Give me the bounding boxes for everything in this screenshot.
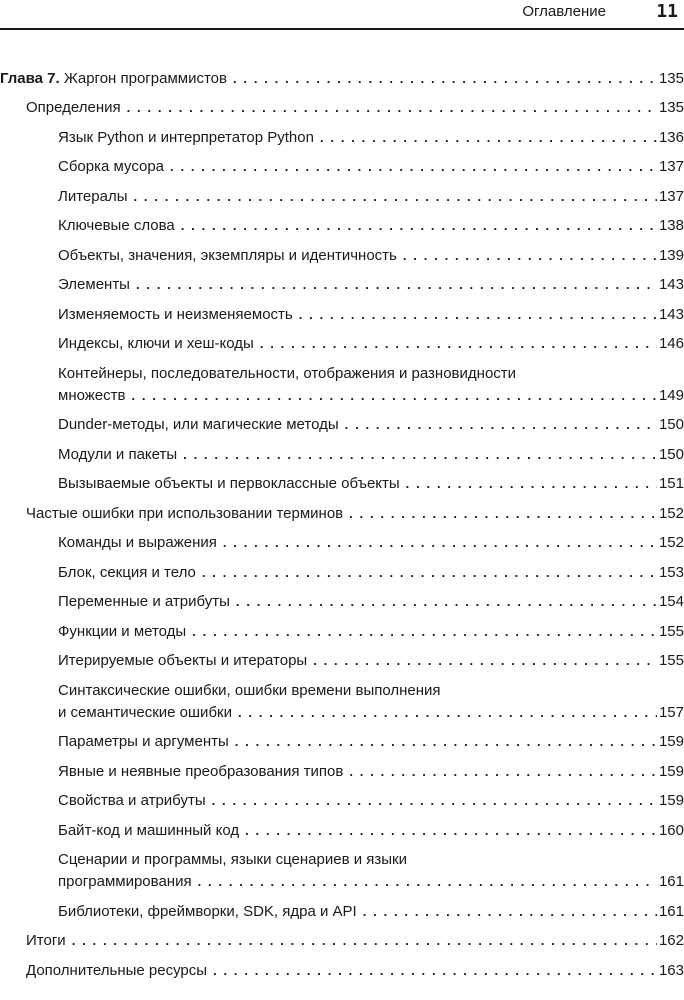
toc-item-title: Библиотеки, фреймворки, SDK, ядра и API: [58, 902, 357, 920]
toc-item-title: Байт-код и машинный код: [58, 821, 240, 839]
toc-item-title: Синтаксические ошибки, ошибки времени выполнения: [58, 681, 441, 699]
toc-page-number: 135: [658, 70, 684, 87]
toc-item[interactable]: [0, 562, 684, 584]
toc-page-number: 161: [658, 873, 684, 890]
toc-item-title: Литералы: [58, 187, 128, 205]
leader-dots: [198, 871, 657, 893]
toc-item-title: Dunder-методы, или магические методы: [58, 416, 339, 433]
leader-dots: [260, 333, 657, 355]
toc-item[interactable]: [0, 761, 684, 783]
leader-dots: [363, 901, 657, 923]
toc-item-title: Ключевые слова: [58, 217, 175, 234]
toc-item[interactable]: [0, 156, 684, 178]
toc-item-title: Переменные и атрибуты: [58, 593, 230, 610]
toc-item-title-continued: множеств: [58, 386, 126, 404]
toc-page-number: 152: [658, 504, 684, 522]
toc-chapter-7[interactable]: [0, 68, 684, 90]
toc-item-title: Итерируемые объекты и итераторы: [58, 652, 308, 669]
running-header-title: Оглавление: [522, 3, 606, 20]
toc-item-title: Сборка мусора: [58, 158, 165, 175]
toc-item-title: Параметры и аргументы: [58, 733, 229, 750]
toc-page-number: 159: [658, 762, 684, 780]
leader-dots: [202, 562, 657, 584]
toc-item[interactable]: [0, 591, 684, 613]
toc-item[interactable]: [0, 532, 684, 554]
chapter-label: Глава 7.: [0, 70, 60, 87]
toc-page-number: 163: [658, 961, 684, 979]
toc-item-title-continued: и семантические ошибки: [58, 703, 232, 721]
leader-dots: [132, 385, 657, 407]
leader-dots: [233, 68, 657, 90]
toc-item-title: Явные и неявные преобразования типов: [58, 762, 344, 780]
toc-item[interactable]: [0, 901, 684, 923]
toc-item-title: Модули и пакеты: [58, 445, 178, 463]
toc-page-number: 143: [658, 305, 684, 323]
toc-page-number: 154: [658, 593, 684, 610]
leader-dots: [213, 960, 657, 982]
toc-item[interactable]: [0, 304, 684, 326]
leader-dots: [236, 591, 657, 613]
toc-item[interactable]: [0, 849, 684, 893]
toc-page-number: 143: [658, 276, 684, 293]
toc-item-title: Дополнительные ресурсы: [26, 961, 208, 979]
toc-item-title: Изменяемость и неизменяемость: [58, 305, 293, 323]
leader-dots: [349, 503, 657, 525]
toc-page-number: 153: [658, 563, 684, 581]
toc-page-number: 137: [658, 187, 684, 205]
toc-page-number: 151: [658, 475, 684, 492]
toc-item[interactable]: [0, 621, 684, 643]
leader-dots: [406, 473, 657, 495]
toc-page-number: 162: [658, 932, 684, 949]
leader-dots: [134, 186, 657, 208]
toc-page-number: 157: [658, 703, 684, 721]
toc-item-title-continued: программирования: [58, 873, 192, 890]
leader-dots: [403, 245, 657, 267]
toc-item[interactable]: [0, 274, 684, 296]
leader-dots: [320, 127, 657, 149]
leader-dots: [170, 156, 657, 178]
toc-item[interactable]: [0, 333, 684, 355]
toc-page-number: 152: [658, 534, 684, 551]
leader-dots: [235, 731, 657, 753]
leader-dots: [349, 761, 657, 783]
toc-item[interactable]: [0, 444, 684, 466]
leader-dots: [183, 444, 657, 466]
toc-page-number: 146: [658, 335, 684, 352]
toc-page-number: 155: [658, 652, 684, 669]
toc-item-common-mistakes[interactable]: [0, 503, 684, 525]
toc-item[interactable]: [0, 245, 684, 267]
toc-page-number: 159: [658, 733, 684, 750]
toc-item-title: Команды и выражения: [58, 534, 217, 551]
header-rule: [0, 28, 684, 30]
toc-page-number: 139: [658, 246, 684, 264]
toc-item-title: Частые ошибки при использовании терминов: [26, 504, 344, 522]
toc-item-title: Блок, секция и тело: [58, 563, 196, 581]
toc-item[interactable]: [0, 186, 684, 208]
toc-item[interactable]: [0, 820, 684, 842]
leader-dots: [136, 274, 657, 296]
toc-page-number: 135: [658, 99, 684, 116]
leader-dots: [72, 930, 657, 952]
toc-page-number: 136: [658, 128, 684, 146]
toc-page-number: 161: [658, 902, 684, 920]
toc-page-number: 149: [658, 386, 684, 404]
chapter-title: Жаргон программистов: [63, 70, 227, 87]
toc-item-title: Сценарии и программы, языки сценариев и языки: [58, 851, 407, 868]
toc-item-title: Функции и методы: [58, 622, 187, 640]
leader-dots: [238, 702, 657, 724]
toc-item-title: Вызываемые объекты и первоклассные объекты: [58, 475, 400, 492]
page-header: [0, 0, 684, 30]
toc-item-definitions[interactable]: [0, 97, 684, 119]
toc-page-number: 150: [658, 445, 684, 463]
toc-item[interactable]: [0, 127, 684, 149]
toc-item[interactable]: [0, 790, 684, 812]
toc-item-title: Свойства и атрибуты: [58, 792, 206, 809]
toc-page-number: 160: [658, 821, 684, 839]
toc-page-number: 155: [658, 622, 684, 640]
toc-item[interactable]: [0, 650, 684, 672]
leader-dots: [181, 215, 657, 237]
leader-dots: [192, 621, 657, 643]
leader-dots: [245, 820, 657, 842]
toc-item[interactable]: [0, 215, 684, 237]
toc-page-number: 137: [658, 158, 684, 175]
toc-page-number: 138: [658, 217, 684, 234]
leader-dots: [299, 304, 657, 326]
toc-item-title: Контейнеры, последовательности, отображения и разновидности: [58, 364, 517, 382]
toc-item-title: Язык Python и интерпретатор Python: [58, 128, 314, 146]
toc-page-number: 150: [658, 416, 684, 433]
toc-page-number: 159: [658, 792, 684, 809]
toc-item[interactable]: [0, 473, 684, 495]
toc-item-summary[interactable]: [0, 930, 684, 952]
toc-item-title: Объекты, значения, экземпляры и идентичность: [58, 246, 397, 264]
toc-item[interactable]: [0, 680, 684, 724]
leader-dots: [212, 790, 657, 812]
toc-item-title: Индексы, ключи и хеш-коды: [58, 335, 254, 352]
page-number: 11: [656, 1, 678, 22]
toc-item-additional-resources[interactable]: [0, 960, 684, 982]
toc-item-title: Определения: [26, 99, 121, 116]
toc-item-title: Элементы: [58, 276, 130, 293]
toc-item[interactable]: [0, 363, 684, 407]
leader-dots: [223, 532, 657, 554]
toc-item-title: Итоги: [26, 932, 66, 949]
leader-dots: [345, 414, 657, 436]
leader-dots: [127, 97, 657, 119]
toc-item[interactable]: [0, 414, 684, 436]
leader-dots: [313, 650, 657, 672]
table-of-contents: [0, 68, 684, 982]
toc-item[interactable]: [0, 731, 684, 753]
